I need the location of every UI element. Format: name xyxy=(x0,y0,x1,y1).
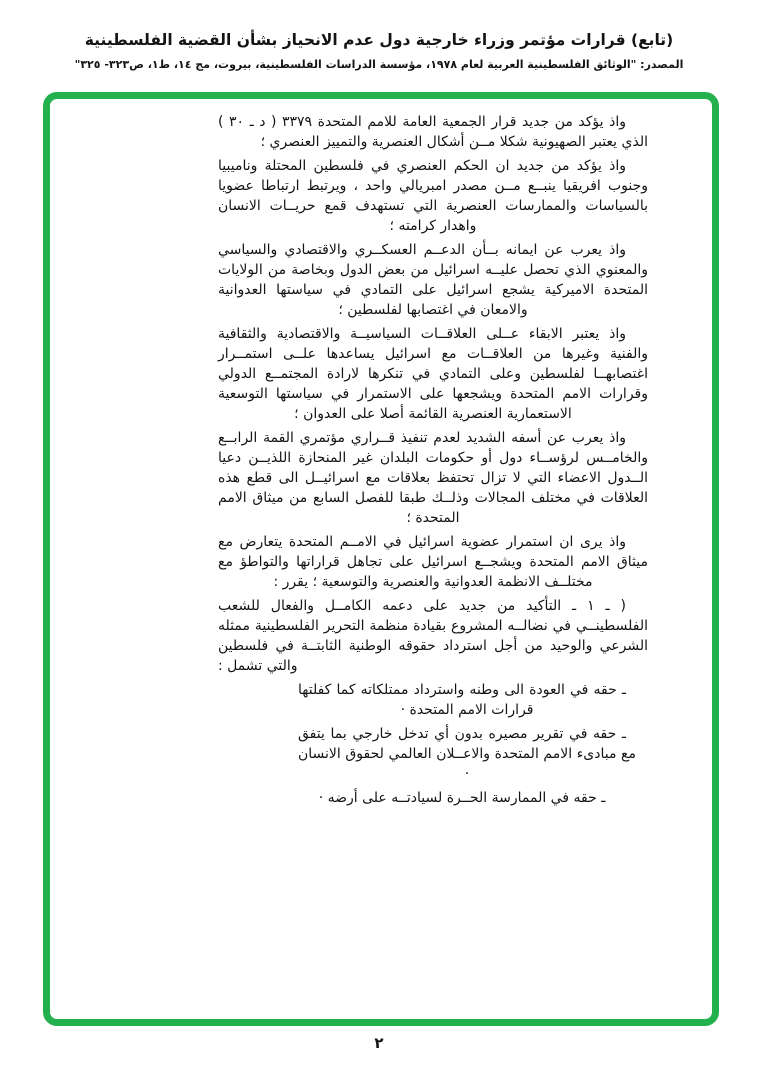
paragraph: واذ يعرب عن ايمانه بــأن الدعــم العسكــري والاقتصادي والسياسي والمعنوي الذي تحصل عليــه اسرائيل من بعض الدول وبخاصة من الولايات المتحدة الاميركية يشجع اسرائيل على التمادي في سياستها العدوانية والامعان في اغتصابها لفلسطين ؛ xyxy=(218,242,648,318)
page-number: ٢ xyxy=(374,1034,384,1052)
paragraph: ـ حقه في تقرير مصيره بدون أي تدخل خارجي بما يتفق مع مبادىء الامم المتحدة والاعــلان العالمي لحقوق الانسان · xyxy=(298,726,636,782)
document-title: (تابع) قرارات مؤتمر وزراء خارجية دول عدم الانحياز بشأن القضية الفلسطينية xyxy=(84,31,674,49)
paragraph: ( ـ ١ ـ التأكيد من جديد على دعمه الكامــل والفعال للشعب الفلسطينــي في نضالــه المشروع بقيادة منظمة التحرير الفلسطينية ممثله الشرعي والوحيد من أجل استرداد حقوقه الوطنية الثابتــة في فلسطين والتي تشمل : xyxy=(218,598,648,674)
paragraph: واذ يؤكد من جديد قرار الجمعية العامة للامم المتحدة ٣٣٧٩ ( د ـ ٣٠ ) الذي يعتبر الصهيونية شكلا مــن أشكال العنصرية والتمييز العنصري ؛ xyxy=(218,114,648,150)
paragraph: واذ يعرب عن أسفه الشديد لعدم تنفيذ قــراري مؤتمري القمة الرابــع والخامــس لرؤســاء دول أو حكومات البلدان غير المنحازة اللذيــن دعيا الــدول الاعضاء التي لا تزال تحتفظ بعلاقات مع اسرائيــل الى قطع هذه العلاقات في مختلف المجالات وذلــك طبقا للفصل السابع من ميثاق الامم المتحدة ؛ xyxy=(218,430,648,526)
document-source-citation: المصدر: "الوثائق الفلسطينية العربية لعام ١٩٧٨، مؤسسة الدراسات الفلسطينية، بيروت، مج ١٤، ط١، ص٣٢٣- ٣٢٥" xyxy=(74,58,684,71)
paragraph: واذ يعتبر الابقاء عــلى العلاقــات السياسيــة والاقتصادية والثقافية والفنية وغيرها من العلاقــات مع اسرائيل يساعدها علــى استمــرار اغتصابهــا لفلسطين وعلى التمادي في تنكرها لارادة المجتمــع الدولي وقرارات الامم المتحدة ويشجعها على الاستمرار في سياستها التوسعية الاستعمارية العنصرية القائمة أصلا على العدوان ؛ xyxy=(218,326,648,422)
resolution-body-text xyxy=(218,112,648,812)
paragraph: ـ حقه في العودة الى وطنه واسترداد ممتلكاته كما كفلتها قرارات الامم المتحدة · xyxy=(298,682,626,718)
paragraph: واذ يرى ان استمرار عضوية اسرائيل في الامــم المتحدة يتعارض مع ميثاق الامم المتحدة ويشجــع اسرائيل على تجاهل قراراتها والتواطؤ مع مختلــف الانظمة العدوانية والعنصرية والتوسعية ؛ يقرر : xyxy=(218,534,648,590)
page-header xyxy=(0,30,758,72)
paragraph: ـ حقه في الممارسة الحــرة لسيادتــه على أرضه · xyxy=(318,790,606,806)
paragraph: واذ يؤكد من جديد ان الحكم العنصري في فلسطين المحتلة وناميبيا وجنوب افريقيا ينبــع مــن مصدر امبريالي واحد ، ويرتبط ارتباطا عضويا بالسياسات والممارسات العنصرية التي تستهدف قمع حريــات الانسان واهدار كرامته ؛ xyxy=(218,158,648,234)
